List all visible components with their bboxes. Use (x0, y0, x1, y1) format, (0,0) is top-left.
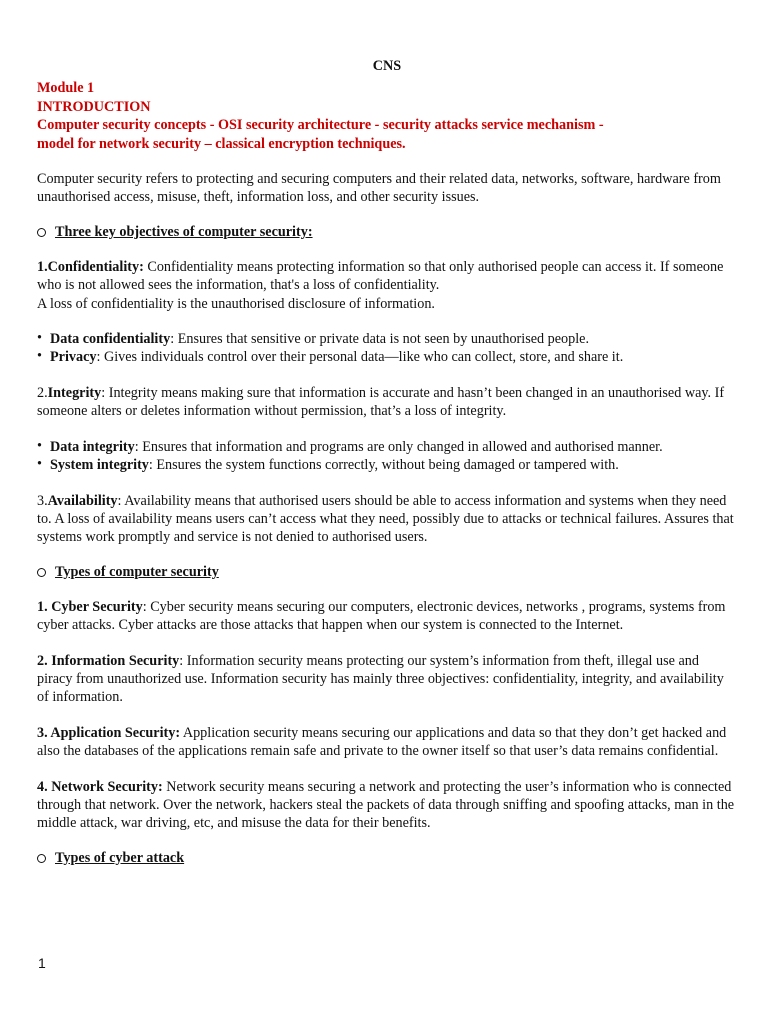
bullet-desc: : Ensures that information and programs are only changed in allowed and authorised manner. (134, 438, 663, 455)
bullet-term: System integrity (50, 457, 149, 474)
security-type-text: Network security means securing a network and protecting the user’s information who is connected through that network. Over the network, hackers steal the packets of data through sniffing and spoofing attacks, man in the middle attack, war driving, etc, and misuse the data for their benefits. (37, 778, 735, 832)
bullet-icon: • (37, 437, 42, 454)
bullet-desc: : Gives individuals control over their personal data—like who can collect, store, and share it. (96, 349, 624, 366)
circle-bullet-icon (37, 854, 46, 863)
bullet-icon: • (37, 456, 42, 473)
page-number: 1 (38, 955, 46, 971)
security-type-label: 4. Network Security: (37, 778, 163, 795)
bullet-term: Data integrity (50, 438, 135, 455)
security-type-paragraph (37, 598, 737, 635)
confidentiality-paragraph (37, 258, 737, 295)
intro-paragraph: Computer security refers to protecting and securing computers and their related data, networks, software, hardware from unauthorised access, misuse, theft, information loss, and other security issues. (37, 171, 721, 206)
integrity-paragraph (37, 384, 737, 421)
chapter-heading: INTRODUCTION (37, 98, 151, 115)
types-heading: Types of computer security (55, 563, 219, 580)
confidentiality-label: 1.Confidentiality: (37, 258, 144, 275)
availability-paragraph (37, 492, 737, 547)
bullet-desc: : Ensures that sensitive or private data is not seen by unauthorised people. (170, 331, 590, 348)
list-item (37, 456, 737, 474)
security-type-paragraph (37, 778, 737, 833)
bullet-icon: • (37, 330, 42, 347)
security-type-paragraph (37, 724, 737, 761)
objectives-heading-row (37, 224, 737, 241)
availability-label: Availability (47, 492, 118, 509)
bullet-desc: : Ensures the system functions correctly, without being damaged or tampered with. (148, 457, 619, 474)
security-type-label: 1. Cyber Security (37, 598, 143, 615)
list-item (37, 438, 737, 456)
bullet-icon: • (37, 348, 42, 365)
security-type-paragraph (37, 652, 737, 707)
security-type-label: 2. Information Security (37, 652, 180, 669)
document-title: CNS (372, 58, 402, 74)
objectives-heading: Three key objectives of computer security: (55, 223, 313, 240)
integrity-number: 2. (37, 384, 48, 401)
list-item (37, 330, 737, 348)
list-item (37, 348, 737, 366)
availability-text: : Availability means that authorised users should be able to access information and systems when they need to. A loss of availability means users can’t access what they need, possibly due to attacks or technical failures. Assures that systems work promptly and service is not denied to authorised users. (37, 492, 734, 546)
security-type-text: Application security means securing our applications and data so that they don’t get hacked and also the databases of the applications remain safe and private to the owner itself so that user’s data remains confidential. (37, 724, 727, 760)
topics-line-2: model for network security – classical encryption techniques. (37, 135, 406, 152)
circle-bullet-icon (37, 568, 46, 577)
integrity-label: Integrity (47, 384, 102, 401)
bullet-term: Data confidentiality (50, 331, 171, 348)
circle-bullet-icon (37, 228, 46, 237)
module-heading: Module 1 (37, 80, 95, 97)
topics-line-1: Computer security concepts - OSI security architecture - security attacks service mechanism - (37, 117, 604, 134)
attacks-heading-row (37, 850, 737, 867)
integrity-text: : Integrity means making sure that information is accurate and hasn’t been changed in an unauthorised way. If someone alters or deletes information without permission, that’s a loss of integrity. (37, 384, 725, 420)
confidentiality-text: Confidentiality means protecting information so that only authorised people can access it. If someone who is not allowed sees the information, that's a loss of confidentiality. (37, 258, 724, 294)
security-type-label: 3. Application Security: (37, 724, 181, 741)
document-page (37, 57, 737, 867)
security-type-text: : Cyber security means securing our computers, electronic devices, networks , programs, systems from cyber attacks. Cyber attacks are those attacks that happen when our system is connected to the Internet. (37, 598, 726, 634)
types-heading-row (37, 564, 737, 581)
availability-number: 3. (37, 492, 48, 509)
confidentiality-loss-text: A loss of confidentiality is the unauthorised disclosure of information. (37, 295, 435, 312)
security-type-text: : Information security means protecting our system’s information from theft, illegal use and piracy from unauthorized use. Information security has mainly three objectives: confidentiality, integrity, and availability of information. (37, 652, 724, 706)
bullet-term: Privacy (50, 349, 97, 366)
attacks-heading: Types of cyber attack (55, 849, 185, 866)
